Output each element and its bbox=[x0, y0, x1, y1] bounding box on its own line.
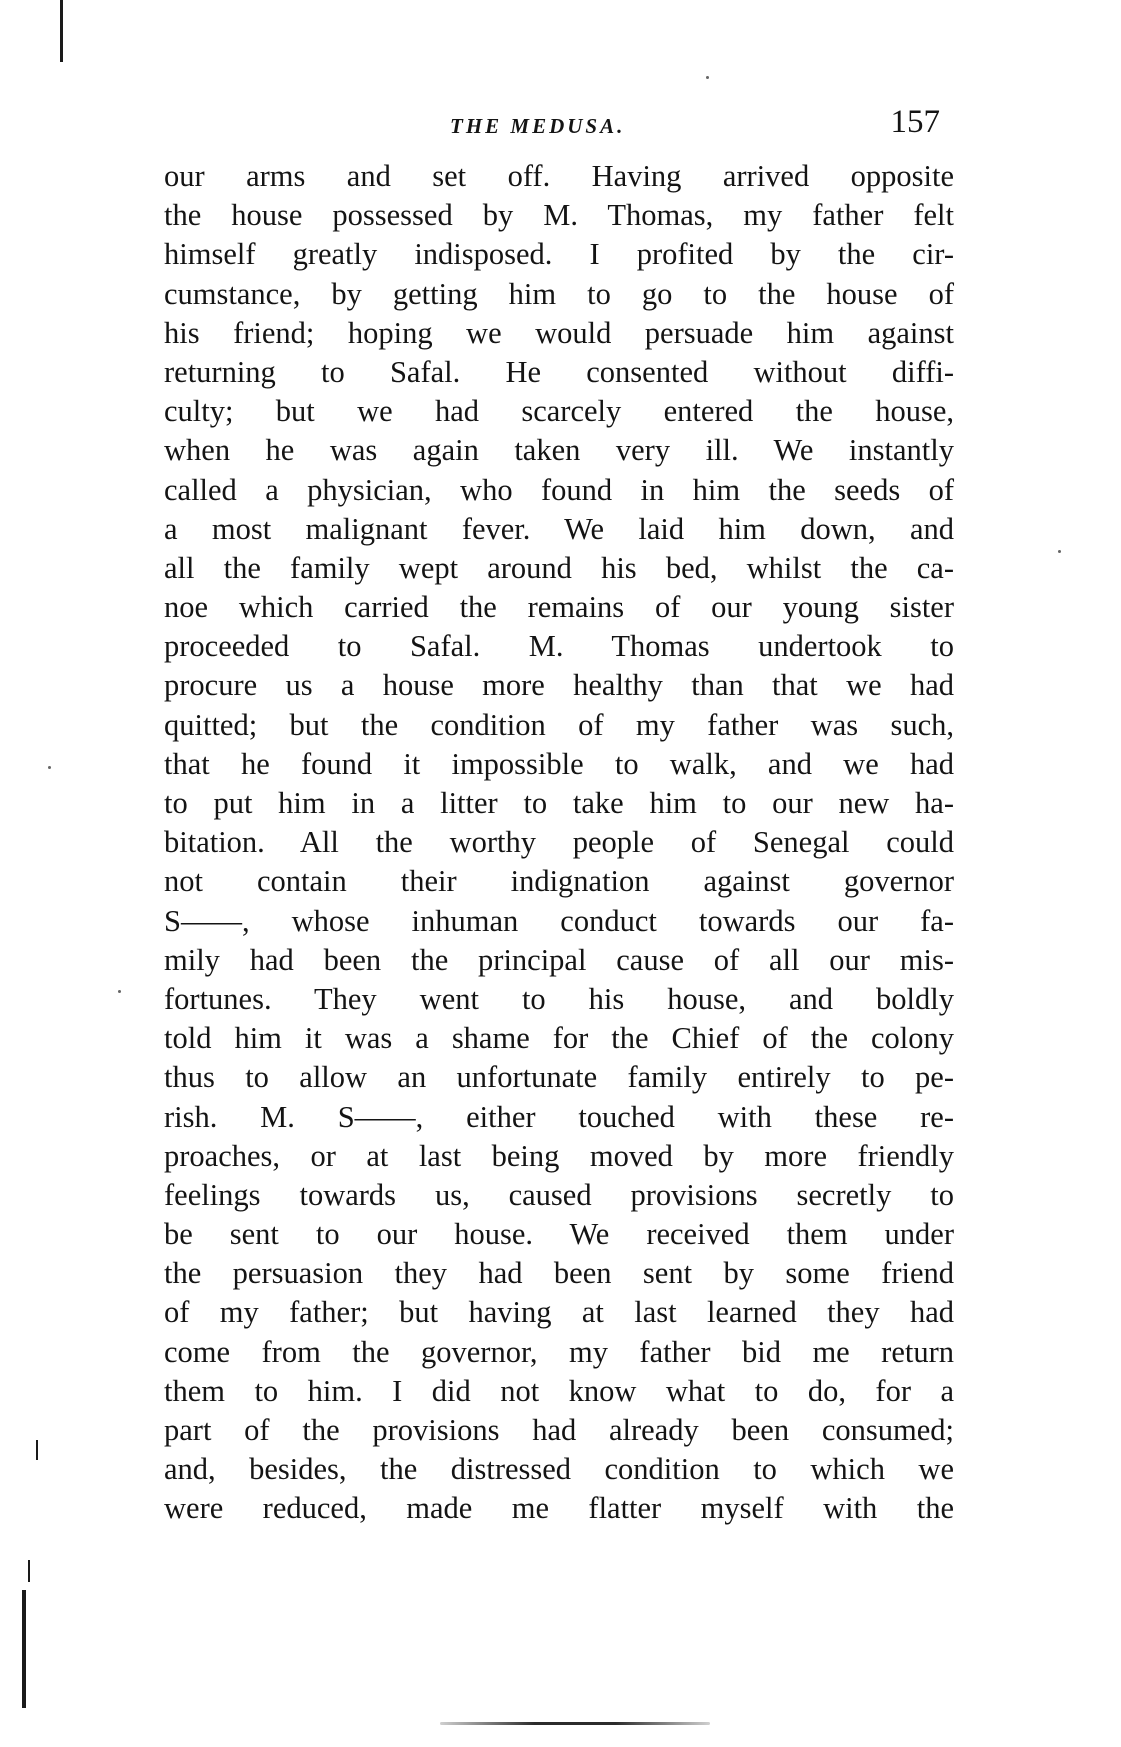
scan-edge-mark-top bbox=[60, 0, 63, 62]
text-line: all the family wept around his bed, whilst the ca- bbox=[164, 550, 954, 585]
scan-edge-mark-bottom bbox=[22, 1590, 26, 1708]
scan-speck bbox=[706, 76, 709, 79]
text-line: mily had been the principal cause of all our mis- bbox=[164, 942, 954, 977]
text-line: when he was again taken very ill. We instantly bbox=[164, 433, 954, 468]
text-line: that he found it impossible to walk, and we had bbox=[164, 746, 954, 781]
text-line: the persuasion they had been sent by some friend bbox=[164, 1256, 954, 1291]
running-head bbox=[160, 104, 960, 148]
text-line: fortunes. They went to his house, and boldly bbox=[164, 981, 954, 1016]
body-text bbox=[164, 157, 954, 1529]
text-line: proaches, or at last being moved by more friendly bbox=[164, 1138, 954, 1173]
text-line: rish. M. S——, either touched with these re- bbox=[164, 1099, 954, 1134]
text-line: noe which carried the remains of our young sister bbox=[164, 590, 954, 625]
text-line: cumstance, by getting him to go to the house of bbox=[164, 276, 954, 311]
scan-speck bbox=[48, 766, 51, 769]
bottom-edge-rule bbox=[440, 1722, 710, 1725]
text-line: them to him. I did not know what to do, for a bbox=[164, 1373, 954, 1408]
text-line: not contain their indignation against governor bbox=[164, 864, 954, 899]
text-line: feelings towards us, caused provisions secretly to bbox=[164, 1177, 954, 1212]
scan-speck bbox=[1058, 550, 1061, 553]
text-line: part of the provisions had already been consumed; bbox=[164, 1413, 954, 1447]
text-line: S——, whose inhuman conduct towards our fa- bbox=[164, 903, 954, 938]
text-line: a most malignant fever. We laid him down, and bbox=[164, 511, 954, 546]
text-line: told him it was a shame for the Chief of the colony bbox=[164, 1021, 954, 1056]
text-line: our arms and set off. Having arrived opposite bbox=[164, 159, 954, 193]
running-title: THE MEDUSA. bbox=[450, 114, 626, 138]
text-line: his friend; hoping we would persuade him against bbox=[164, 315, 954, 350]
text-line: returning to Safal. He consented without diffi- bbox=[164, 354, 954, 389]
text-line: quitted; but the condition of my father was such, bbox=[164, 707, 954, 742]
scan-edge-tick bbox=[28, 1560, 30, 1582]
text-line: called a physician, who found in him the seeds of bbox=[164, 472, 954, 507]
text-line: to put him in a litter to take him to our new ha- bbox=[164, 786, 954, 820]
text-line: of my father; but having at last learned they had bbox=[164, 1295, 954, 1330]
text-line: culty; but we had scarcely entered the house, bbox=[164, 394, 954, 429]
text-line: were reduced, made me flatter myself with the bbox=[164, 1491, 954, 1526]
page-number: 157 bbox=[890, 104, 940, 140]
text-line: the house possessed by M. Thomas, my father felt bbox=[164, 198, 954, 233]
scan-speck bbox=[118, 990, 121, 993]
text-line: be sent to our house. We received them under bbox=[164, 1217, 954, 1252]
text-line: come from the governor, my father bid me return bbox=[164, 1334, 954, 1369]
text-line: himself greatly indisposed. I profited by the cir- bbox=[164, 237, 954, 272]
text-line: procure us a house more healthy than that we had bbox=[164, 668, 954, 703]
text-line: thus to allow an unfortunate family entirely to pe- bbox=[164, 1060, 954, 1095]
text-line: proceeded to Safal. M. Thomas undertook to bbox=[164, 629, 954, 664]
text-line: bitation. All the worthy people of Senegal could bbox=[164, 825, 954, 860]
text-line: and, besides, the distressed condition to which we bbox=[164, 1452, 954, 1487]
scan-edge-tick bbox=[36, 1440, 38, 1460]
